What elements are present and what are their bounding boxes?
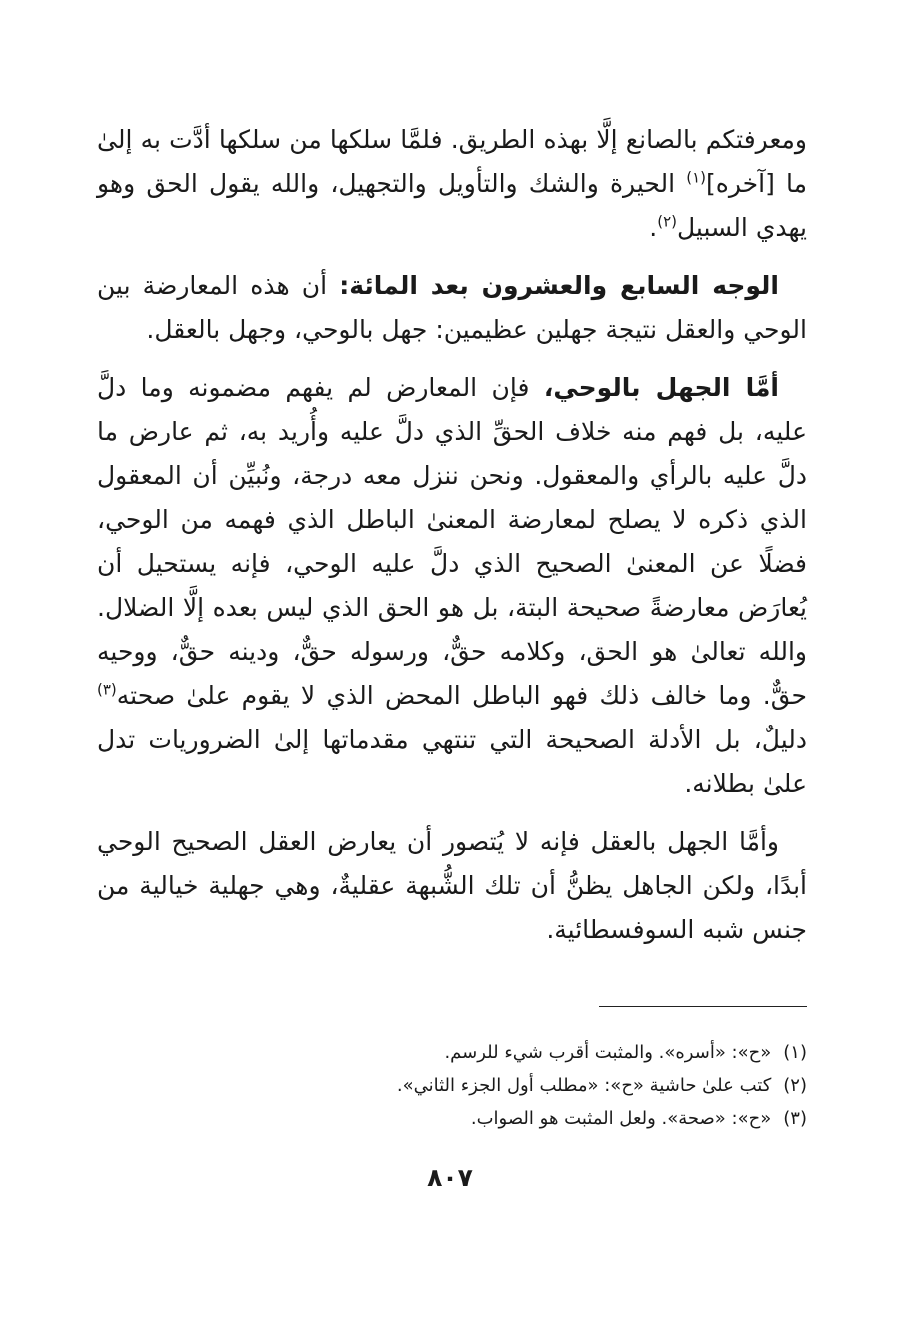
footnote-text: كتب علىٰ حاشية «ح»: «مطلب أول الجزء الثاني». — [396, 1075, 772, 1096]
page-body — [97, 118, 807, 966]
footnote-ref-2: (٢) — [657, 212, 677, 231]
footnote-text: «ح»: «صحة». ولعل المثبت هو الصواب. — [470, 1108, 772, 1129]
paragraph-2-heading: الوجه السابع والعشرون بعد المائة: — [339, 271, 779, 300]
footnote-2 — [97, 1069, 807, 1102]
paragraph-3-text-a: فإن المعارض لم يفهم مضمونه وما دلَّ عليه، بل فهم منه خلاف الحقِّ الذي دلَّ عليه وأُريد به، ثم عارض ما دلَّ عليه بالرأي والمعقول. ونحن ننزل معه درجة، ونُبيِّن أن المعقول الذي ذكره لا يصلح لمعارضة المعنىٰ الباطل الذي فهمه من الوحي، فضلًا عن المعنىٰ الصحيح الذي دلَّ عليه الوحي، فإنه يستحيل أن يُعارَض معارضةً صحيحة البتة، بل هو الحق الذي ليس بعده إلَّا الضلال. والله تعالىٰ هو الحق، وكلامه حقٌّ، ورسوله حقٌّ، ودينه حقٌّ، ووحيه حقٌّ. وما خالف ذلك فهو الباطل المحض الذي لا يقوم علىٰ صحته — [97, 373, 807, 710]
paragraph-1-end: . — [649, 213, 658, 242]
footnotes — [97, 1036, 807, 1135]
footnote-ref-1: (١) — [686, 168, 707, 187]
paragraph-3 — [97, 366, 807, 806]
footnote-3 — [97, 1102, 807, 1135]
footnote-ref-3: (٣) — [97, 680, 117, 699]
paragraph-3-heading: أمَّا الجهل بالوحي، — [543, 373, 780, 402]
paragraph-2 — [97, 264, 807, 352]
footnote-number: (٣) — [783, 1108, 807, 1129]
paragraph-1-text-b: الحيرة والشك والتأويل والتجهيل، والله يقول الحق وهو يهدي السبيل — [97, 169, 807, 242]
page-number: ٨٠٧ — [427, 1163, 473, 1192]
paragraph-2-text: أن هذه المعارضة بين الوحي والعقل نتيجة جهلين عظيمين: جهل بالوحي، وجهل بالعقل. — [97, 271, 807, 344]
paragraph-4 — [97, 820, 807, 952]
footnote-number: (٢) — [783, 1075, 807, 1096]
footnote-1 — [97, 1036, 807, 1069]
paragraph-3-text-b: دليلٌ، بل الأدلة الصحيحة التي تنتهي مقدماتها إلىٰ الضروريات تدل علىٰ بطلانه. — [97, 725, 807, 798]
footnote-separator — [599, 1006, 807, 1007]
footnote-number: (١) — [783, 1042, 807, 1063]
paragraph-1 — [97, 118, 807, 250]
paragraph-4-text: وأمَّا الجهل بالعقل فإنه لا يُتصور أن يعارض العقل الصحيح الوحي أبدًا، ولكن الجاهل يظنُّ أن تلك الشُّبهة عقليةٌ، وهي جهلية خيالية من جنس شبه السوفسطائية. — [97, 827, 807, 944]
paragraph-1-text-a: ومعرفتكم بالصانع إلَّا بهذه الطريق. فلمَّا سلكها من سلكها أدَّت به إلىٰ ما [آخره] — [97, 125, 807, 198]
footnote-text: «ح»: «أسره». والمثبت أقرب شيء للرسم. — [444, 1042, 772, 1063]
